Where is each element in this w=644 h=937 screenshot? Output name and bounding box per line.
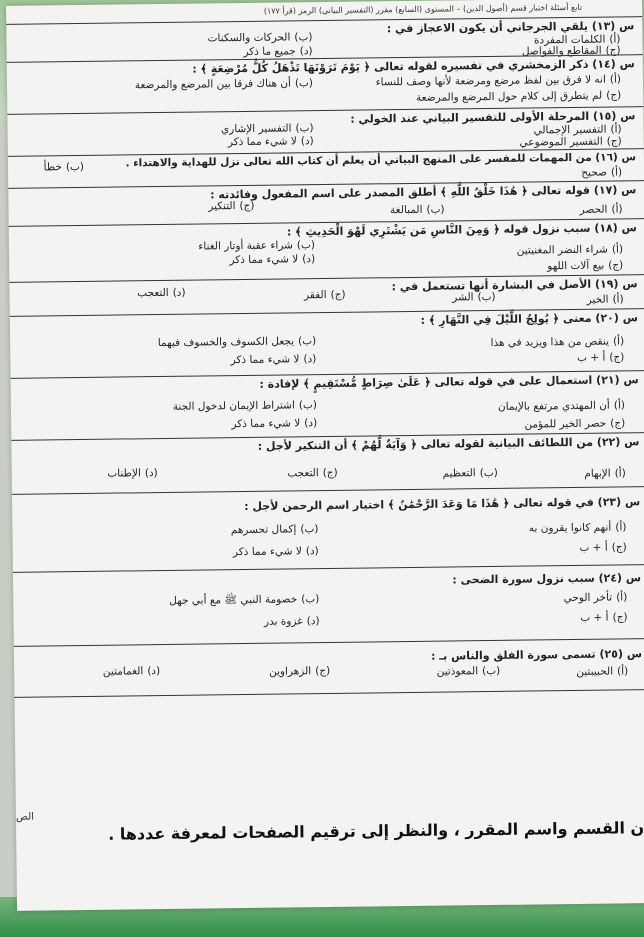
footer-note: ن القسم واسم المقرر ، والنظر إلى ترقيم الصفحات لمعرفة عددها . <box>108 818 644 844</box>
option-d[interactable]: (د)جميع ما ذكر <box>243 45 313 58</box>
option-c[interactable]: (ج)حصر الخير للمؤمن <box>524 417 626 431</box>
option-d[interactable]: (د)التعجب <box>137 286 186 300</box>
option-a[interactable]: (أ)الكلمات المفردة <box>533 33 621 47</box>
exam-sheet <box>6 0 644 911</box>
question-25 <box>14 638 644 698</box>
option-b[interactable]: (ب)اشتراط الإيمان لدخول الجنة <box>172 399 317 413</box>
question-23 <box>12 486 644 573</box>
option-b[interactable]: (ب)إكمال تحسرهم <box>230 523 319 537</box>
question-stem: س (١٨) سبب نزول قوله ﴿ وَمِنَ النَّاسِ مَن يَشْتَرِي لَهْوَ الْحَدِيثِ ﴾ : <box>286 221 637 239</box>
option-c[interactable]: (ج)المقاطع والفواصل <box>521 44 621 58</box>
option-c[interactable]: (ج)التعجب <box>287 466 338 480</box>
option-b[interactable]: (ب)يجعل الكسوف والخسوف فيهما <box>157 335 317 350</box>
option-b[interactable]: (ب)التعظيم <box>442 466 498 480</box>
option-b[interactable]: (ب)الشر <box>452 290 496 304</box>
option-a[interactable]: (أ)أن المهتدي مرتفع بالإيمان <box>497 399 626 413</box>
question-stem: س (٢٥) تسمى سورة الفلق والناس بـ : <box>431 647 643 663</box>
option-d[interactable]: (د)لا شيء مما ذكر <box>231 417 318 431</box>
question-stem: س (١٥) المرحلة الأولى للتفسير البياني عند الخولي : <box>350 109 636 126</box>
option-b[interactable]: (ب)أن هناك فرقا بين المرضع والمرضعة <box>134 77 314 92</box>
option-d[interactable]: (د)لا شيء مما ذكر <box>227 135 314 149</box>
option-c[interactable]: (ج)بيع آلات اللهو <box>547 259 624 273</box>
question-stem: س (٢٣) في قوله تعالى ﴿ هَٰذَا مَا وَعَدَ الرَّحْمَٰنُ ﴾ اختيار اسم الرحمن لأجل : <box>244 495 641 514</box>
option-a[interactable]: (أ)الإبهام <box>584 467 626 480</box>
option-b[interactable]: (ب)خصومة النبي ﷺ مع أبي جهل <box>169 593 320 607</box>
option-d[interactable]: (د)غزوة بدر <box>263 615 320 628</box>
option-a[interactable]: (أ)ينقص من هذا ويزيد في هذا <box>490 335 625 349</box>
question-22 <box>11 432 644 495</box>
option-d[interactable]: (د)لا شيء مما ذكر <box>230 353 317 367</box>
option-c[interactable]: (ج)أ + ب <box>580 611 628 624</box>
option-b[interactable]: (ب)الحركات والسكنات <box>207 31 313 45</box>
option-c[interactable]: (ج)التفسير الموضوعي <box>519 135 622 149</box>
option-d[interactable]: (د)لا شيء مما ذكر <box>232 545 319 559</box>
question-18 <box>9 218 644 283</box>
option-a[interactable]: (أ)الحبيبتين <box>576 665 629 678</box>
option-b[interactable]: (ب)خطأ <box>43 160 85 174</box>
option-b[interactable]: (ب)التفسير الإشاري <box>220 122 314 136</box>
question-stem: س (١٧) قوله تعالى ﴿ هَٰذَا خَلْقُ اللَّهِ ﴾ أطلق المصدر على اسم المفعول وفائدته : <box>210 183 637 202</box>
question-21 <box>11 370 644 441</box>
question-24 <box>13 564 644 647</box>
option-d[interactable]: (د)لا شيء مما ذكر <box>229 253 316 267</box>
option-b[interactable]: (ب)المعوذتين <box>436 664 501 678</box>
option-c[interactable]: (ج)الفقر <box>303 288 346 302</box>
option-c[interactable]: (ج)لم يتطرق إلى كلام حول المرضع والمرضعة <box>415 89 622 104</box>
option-a[interactable]: (أ)الحصر <box>579 203 623 216</box>
edge-fragment: الص <box>15 811 35 823</box>
option-a[interactable]: (أ)الخير <box>586 293 624 306</box>
option-a[interactable]: (أ)صحيح <box>581 166 623 179</box>
option-a[interactable]: (أ)تأخر الوحي <box>563 591 628 605</box>
option-c[interactable]: (ج)أ + ب <box>579 541 627 554</box>
option-a[interactable]: (أ)التفسير الإجمالي <box>533 123 622 137</box>
option-c[interactable]: (ج)أ + ب <box>577 351 625 364</box>
option-b[interactable]: (ب)شراء عقبة أوتار الغناء <box>198 239 316 253</box>
question-stem: س (٢١) استعمال على في قوله تعالى ﴿ عَلَىٰ صِرَاطٍ مُّسْتَقِيمٍ ﴾ لإفادة : <box>259 373 639 391</box>
option-a[interactable]: (أ)أنهم كانوا يقرون به <box>528 521 627 535</box>
question-stem: س (٢٤) سبب نزول سورة الضحى : <box>452 571 642 587</box>
option-d[interactable]: (د)الغمامتين <box>102 665 161 678</box>
question-14 <box>7 54 644 115</box>
option-a[interactable]: (أ)انه لا فرق بين لفظ مرضع ومرضعة لأنها وصف للنساء <box>375 73 622 89</box>
option-b[interactable]: (ب)المبالغة <box>389 203 445 217</box>
question-stem: س (١٤) ذكر الزمخشري في تفسيره لقوله تعالى ﴿ يَوْمَ تَرَوْنَهَا تَذْهَلُ كُلُّ مُرْضِعَةٍ ﴾ : <box>192 57 635 76</box>
question-stem: س (١٣) يلقي الجرجاني أن يكون الاعجاز في : <box>386 19 635 36</box>
question-20 <box>10 308 644 379</box>
option-a[interactable]: (أ)شراء النضر المغنيتين <box>516 243 624 257</box>
question-stem: س (١٦) من المهمات للمفسر على المنهج البياني أن يعلم أن كتاب الله تعالى نزل للهداية والاهتداء . <box>125 151 636 170</box>
option-c[interactable]: (ج)التنكير <box>208 199 255 213</box>
option-c[interactable]: (ج)الزهراوين <box>268 664 331 678</box>
sheet-header: تابع أسئلة اختبار قسم (أصول الدين) – المستوى (السابع) مقرر (التفسير البياني) الرمز (قرأ ١٧٧) <box>263 2 583 16</box>
question-stem: س (١٩) الأصل في البشارة أنها تستعمل في : <box>391 277 638 294</box>
question-stem: س (٢٢) من اللطائف البيانية لقوله تعالى ﴿ وَآيَةٌ لَّهُمْ ﴾ أن التنكير لأجل : <box>257 435 640 453</box>
question-stem: س (٢٠) معنى ﴿ يُولِجُ اللَّيْلَ فِي النَّهَارِ ﴾ : <box>420 311 638 327</box>
option-d[interactable]: (د)الإطناب <box>107 467 158 480</box>
